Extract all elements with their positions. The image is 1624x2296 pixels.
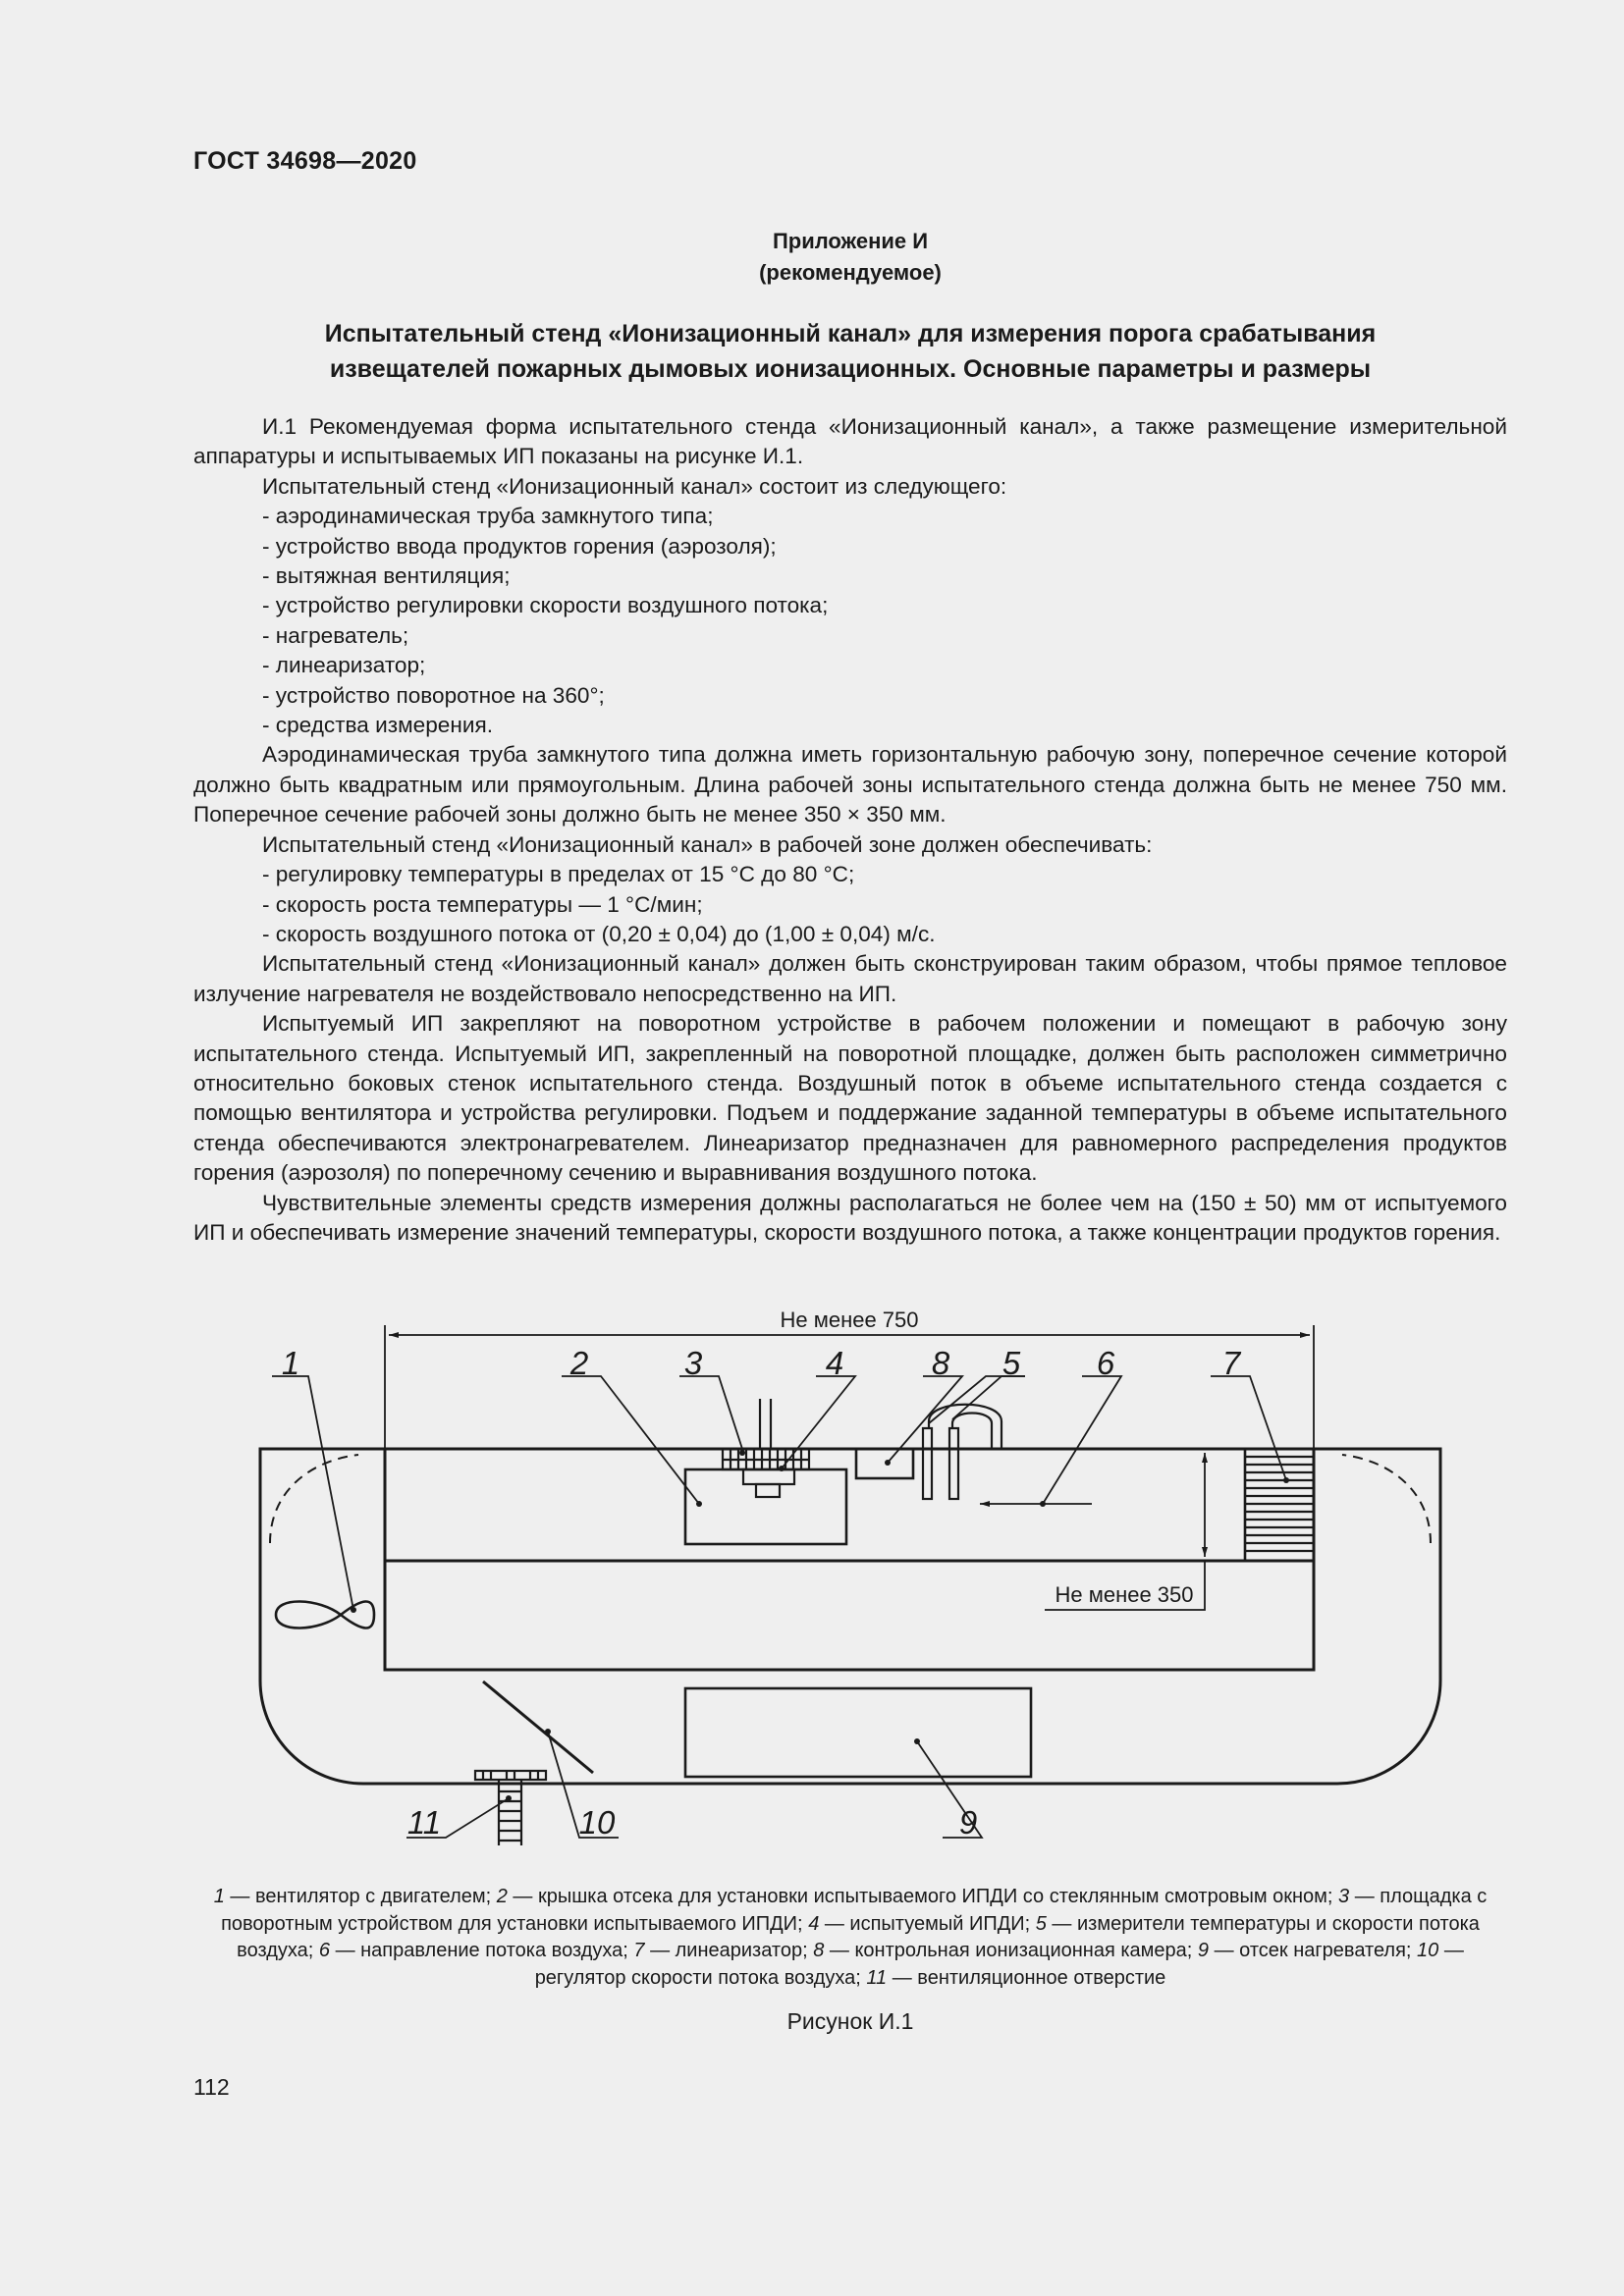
paragraph: Испытательный стенд «Ионизационный канал» состоит из следующего: bbox=[262, 473, 1007, 499]
legend-text: — линеаризатор; bbox=[644, 1940, 814, 1961]
body-text bbox=[193, 412, 1507, 1248]
legend-number: 4 bbox=[808, 1912, 820, 1935]
list-item: - регулировку температуры в пределах от 15 °С до 80 °С; bbox=[262, 862, 855, 887]
legend-text: — измерители температуры и скорости потока воздуха; bbox=[237, 1912, 1480, 1961]
label-10: 10 bbox=[578, 1804, 616, 1841]
legend-number: 1 bbox=[213, 1886, 225, 1907]
legend-text: — вентиляционное отверстие bbox=[887, 1966, 1166, 1989]
legend-number: 6 bbox=[318, 1940, 331, 1961]
legend-number: 9 bbox=[1197, 1940, 1210, 1961]
page-number: 112 bbox=[193, 2074, 230, 2100]
dimension-length-label: Не менее 750 bbox=[780, 1308, 919, 1332]
paragraph: Испытательный стенд «Ионизационный канал» должен быть сконструирован таким образом, чтобы прямое тепловое излучение нагревателя не воздействовало непосредственно на ИП. bbox=[193, 951, 1507, 1006]
flow-guide-left bbox=[270, 1455, 358, 1543]
legend-number: 5 bbox=[1035, 1912, 1047, 1935]
list-item: - аэродинамическая труба замкнутого типа; bbox=[262, 504, 714, 529]
tunnel-inner-partition bbox=[385, 1561, 1314, 1670]
figure-legend bbox=[193, 1884, 1507, 1992]
legend-number: 8 bbox=[813, 1940, 825, 1961]
list-item: - средства измерения. bbox=[262, 713, 493, 738]
paragraph: Испытуемый ИП закрепляют на поворотном устройстве в рабочем положении и помещают в рабочую зону испытательного стенда. Испытуемый ИП, закрепленный на поворотной площадке, должен быть расположен симметрично относительно боковых стенок испытательного стенда. Воздушный поток в объеме испытательного стенда создается с помощью вентилятора и устройства регулировки. Подъем и поддержание заданной температуры в объеме испытательного стенда обеспечиваются электронагревателем. Линеаризатор предназначен для равномерного распределения продуктов горения (аэрозоля) по поперечному сечению и выравнивания воздушного потока. bbox=[193, 1011, 1507, 1186]
annex-title-line2: извещателей пожарных дымовых ионизационных. Основные параметры и размеры bbox=[329, 355, 1372, 383]
legend-text: — площадка с поворотным устройством для установки испытываемого ИПДИ; bbox=[221, 1886, 1488, 1935]
label-2: 2 bbox=[569, 1345, 589, 1381]
legend-text: — контрольная ионизационная камера; bbox=[824, 1940, 1198, 1961]
annex-heading bbox=[193, 226, 1507, 289]
label-1: 1 bbox=[281, 1345, 300, 1381]
paragraph: Испытательный стенд «Ионизационный канал» в рабочей зоне должен обеспечивать: bbox=[262, 831, 1153, 857]
list-item: - устройство регулировки скорости воздушного потока; bbox=[262, 593, 829, 618]
legend-text: — направление потока воздуха; bbox=[330, 1940, 634, 1961]
ventilation-hole bbox=[475, 1771, 546, 1780]
test-stand-diagram bbox=[250, 1298, 1468, 1857]
legend-text: — испытуемый ИПДИ; bbox=[819, 1912, 1036, 1935]
legend-number: 3 bbox=[1338, 1886, 1350, 1907]
paragraph: Чувствительные элементы средств измерения должны располагаться не более чем на (150 ± 50) мм от испытуемого ИП и обеспечивать измерение значений температуры, скорости воздушного потока, а также концентрации продуктов горения. bbox=[193, 1190, 1507, 1245]
legend-text: — отсек нагревателя; bbox=[1209, 1940, 1418, 1961]
flow-guide-right bbox=[1342, 1455, 1431, 1543]
annex-title bbox=[193, 316, 1507, 387]
legend-number: 10 bbox=[1417, 1940, 1439, 1961]
figure-caption: Рисунок И.1 bbox=[786, 2008, 914, 2034]
detector-under-test bbox=[743, 1469, 794, 1484]
annex-status: (рекомендуемое) bbox=[759, 260, 942, 285]
label-3: 3 bbox=[683, 1345, 703, 1381]
dimension-height-label: Не менее 350 bbox=[1055, 1582, 1194, 1607]
list-item: - вытяжная вентиляция; bbox=[262, 563, 511, 589]
legend-number: 7 bbox=[633, 1940, 645, 1961]
legend-text: — регулятор скорости потока воздуха; bbox=[534, 1940, 1464, 1989]
annex-title-line1: Испытательный стенд «Ионизационный канал» для измерения порога срабатывания bbox=[324, 320, 1377, 347]
tunnel-outer-wall bbox=[260, 1449, 1440, 1784]
legend-number: 2 bbox=[496, 1886, 508, 1907]
annex-label: Приложение И bbox=[772, 229, 929, 253]
paragraph: И.1 Рекомендуемая форма испытательного стенда «Ионизационный канал», а также размещение измерительной аппаратуры и испытываемых ИП показаны на рисунке И.1. bbox=[193, 414, 1507, 469]
list-item: - нагреватель; bbox=[262, 622, 409, 648]
label-5: 5 bbox=[1001, 1345, 1021, 1381]
label-8: 8 bbox=[931, 1345, 950, 1381]
list-item: - устройство поворотное на 360°; bbox=[262, 682, 605, 708]
list-item: - линеаризатор; bbox=[262, 653, 426, 678]
label-11: 11 bbox=[406, 1804, 442, 1841]
probe-temperature bbox=[923, 1428, 932, 1499]
label-7: 7 bbox=[1221, 1345, 1241, 1381]
list-item: - устройство ввода продуктов горения (аэрозоля); bbox=[262, 533, 777, 559]
label-4: 4 bbox=[825, 1345, 844, 1381]
reference-ion-chamber bbox=[856, 1449, 913, 1478]
document-header: ГОСТ 34698—2020 bbox=[193, 147, 417, 175]
list-item: - скорость воздушного потока от (0,20 ± 0,04) до (1,00 ± 0,04) м/с. bbox=[262, 921, 936, 946]
label-9: 9 bbox=[958, 1804, 978, 1841]
legend-text: — вентилятор с двигателем; bbox=[224, 1886, 497, 1907]
legend-text: — крышка отсека для установки испытываемого ИПДИ со стеклянным смотровым окном; bbox=[507, 1886, 1339, 1907]
list-item: - скорость роста температуры — 1 °С/мин; bbox=[262, 891, 703, 917]
legend-number: 11 bbox=[866, 1966, 888, 1989]
fan-symbol bbox=[276, 1601, 374, 1628]
heater-compartment bbox=[685, 1688, 1031, 1777]
paragraph: Аэродинамическая труба замкнутого типа должна иметь горизонтальную рабочую зону, поперечное сечение которой должно быть квадратным или прямоугольным. Длина рабочей зоны испытательного стенда должна быть не менее 750 мм. Поперечное сечение рабочей зоны должно быть не менее 350 × 350 мм. bbox=[193, 742, 1507, 828]
label-6: 6 bbox=[1096, 1345, 1115, 1381]
chamber-cover bbox=[685, 1469, 846, 1544]
airflow-regulator bbox=[483, 1682, 593, 1773]
probe-airflow bbox=[949, 1428, 958, 1499]
